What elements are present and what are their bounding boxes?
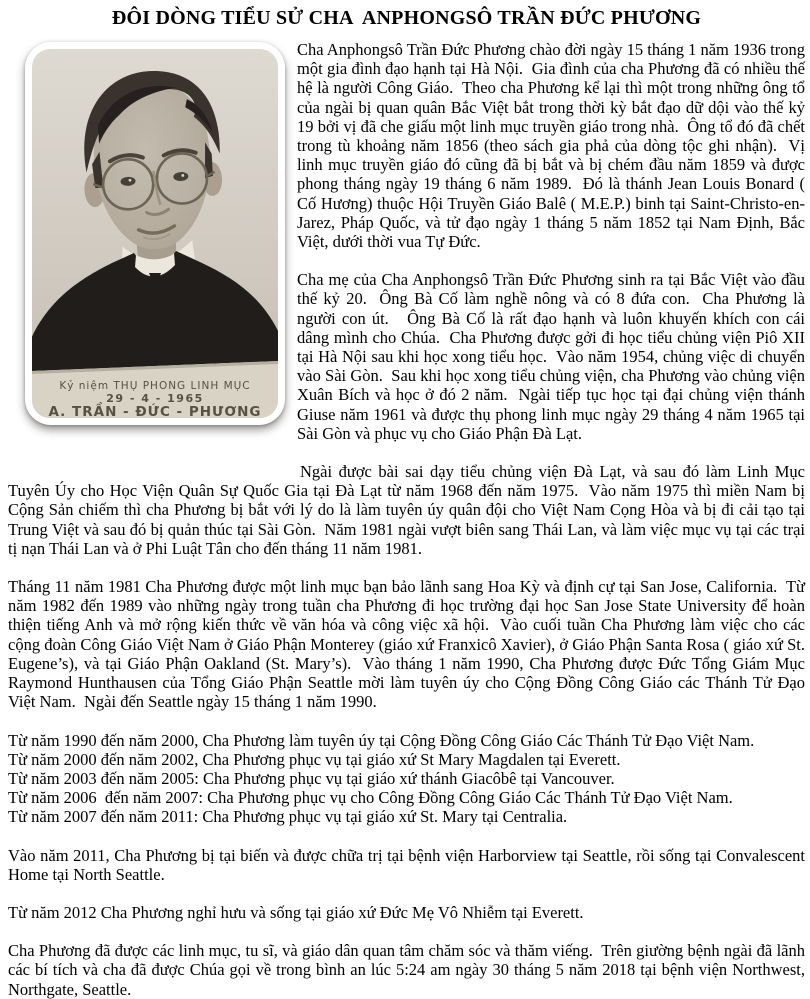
priest-portrait-illustration	[32, 49, 278, 418]
paragraph-retirement-2012: Từ năm 2012 Cha Phương nghỉ hưu và sống tại giáo xứ Đức Mẹ Vô Nhiễm tại Everett.	[8, 902, 584, 922]
photo-caption-line-2: 29 - 4 - 1965	[106, 392, 204, 405]
service-timeline	[8, 731, 805, 827]
photo-caption-line-1: Kỷ niệm THỤ PHONG LINH MỤC	[59, 380, 251, 392]
timeline-entry-2000-2002: Từ năm 2000 đến năm 2002, Cha Phương phục vụ tại giáo xứ St Mary Magdalen tại Everett.	[8, 749, 621, 769]
paragraph-passing-2018: Cha Phương đã được các linh mục, tu sĩ, và giáo dân quan tâm chăm sóc và thăm viếng. Trên giường bệnh ngài đã lãnh các bí tích và cha đã được Chúa gọi về trong bình an lúc 5:24 am ngày 30 tháng 5 năm 2018 tại bệnh viện Northwest, Northgate, Seattle.	[8, 941, 810, 999]
paragraph-family-and-seminary: Cha mẹ của Cha Anphongsô Trần Đức Phương sinh ra tại Bắc Việt vào đầu thế kỷ 20. Ông Bà Cố làm nghề nông và có 8 đứa con. Cha Phương là người con út. Ông Bà Cố là rất đạo hạnh và luôn khuyến khích con cái dâng mình cho Chúa. Cha Phương được gởi đi học tiểu chủng viện Piô XII tại Hà Nội sau khi học xong tiểu học. Vào năm 1954, chủng việc di chuyển vào Sài Gòn. Sau khi học xong tiểu chủng viện, cha Phương vào chủng viện Xuân Bích và học ở đó 2 năm. Ngài tiếp tục học tại đại chủng viện thánh Giuse năm 1961 và được thụ phong linh mục ngày 29 tháng 4 năm 1965 tại Sài Gòn và phục vụ cho Giáo Phận Đà Lạt.	[297, 270, 810, 443]
timeline-entry-2003-2005: Từ năm 2003 đến năm 2005: Cha Phương phục vụ tại giáo xứ thánh Giacôbê tại Vancouver.	[8, 768, 615, 788]
paragraph-usa-resettlement: Tháng 11 năm 1981 Cha Phương được một linh mục bạn bảo lãnh sang Hoa Kỳ và định cự tại San Jose, California. Từ năm 1982 đến 1989 vào những ngày trong tuần cha Phương đi học trường đại học San Jose State University để hoàn thiện tiếng Anh và mở rộng kiến thức về văn hóa và công việc xã hội. Vào cuối tuần Cha Phương làm việc cho các cộng đoàn Công Giáo Việt Nam ở Giáo Phận Monterey (giáo xứ Franxicô Xavier), ở Giáo Phận Santa Rosa ( giáo xứ St. Eugene’s), và tại Giáo Phận Oakland (St. Mary’s). Vào tháng 1 năm 1990, Cha Phương được Đức Tổng Giám Mục Raymond Hunthausen của Tổng Giáo Phận Seattle mời làm tuyên úy cho Cộng Đồng Công Giáo các Thánh Tử Đạo Việt Nam. Ngài đến Seattle ngày 15 tháng 1 năm 1990.	[8, 577, 810, 712]
photo-caption-line-3: A. TRẦN - ĐỨC - PHƯƠNG	[48, 404, 262, 418]
page-title: ĐÔI DÒNG TIỂU SỬ CHA ANPHONGSÔ TRẦN ĐỨC PHƯƠNG	[111, 7, 702, 29]
portrait-photo-inner	[32, 49, 278, 418]
paragraph-birth-and-ancestry: Cha Anphongsô Trần Đức Phương chào đời ngày 15 tháng 1 năm 1936 trong một gia đình đạo hạnh tại Hà Nội. Gia đình của cha Phương đã có nhiều thế hệ là người Công Giáo. Theo cha Phương kể lại thì một trong những ông tổ của ngài bị quan quân Bắc Việt bắt trong thời kỳ bắt đạo dữ dội vào thế kỷ 19 bởi vị đã che giấu một linh mục truyền giáo trong nhà. Ông tổ đó đã chết trong tù khoảng năm 1856 (theo sách gia phả của dòng tộc ghi nhận). Vị linh mục truyền giáo đó cũng đã bị bắt và bị chém đầu năm 1859 và được phong tháng ngày 19 tháng 6 năm 1989. Đó là thánh Jean Louis Bonard ( Cố Hương) thuộc Hội Truyền Giáo Balê ( M.E.P.) binh tại Saint-Christo-en-Jarez, Pháp Quốc, và tử đạo ngày 1 tháng 5 năm 1852 tại Nam Định, Bắc Việt, dưới thời vua Tự Đức.	[297, 40, 810, 252]
paragraph-illness-2011: Vào năm 2011, Cha Phương bị tại biến và được chữa trị tại bệnh viện Harborview tại Seattle, rồi sống tại Convalescent Home tại North Seattle.	[8, 845, 810, 884]
timeline-entry-1990-2000: Từ năm 1990 đến năm 2000, Cha Phương làm tuyên úy tại Cộng Đồng Công Giáo Các Thánh Tử Đạo Việt Nam.	[8, 730, 755, 750]
paragraph-ministry-vietnam: Ngài được bài sai dạy tiểu chủng viện Đà Lạt, và sau đó làm Linh Mục Tuyên Úy cho Học Viện Quân Sự Quốc Gia tại Đà Lạt từ năm 1968 đến năm 1975. Vào năm 1975 thì miền Nam bị Cộng Sản chiếm thì cha Phương bị bắt với lý do là làm tuyên úy quân đội cho Việt Nam Cọng Hòa và bị đi cải tạo tại Trung Việt và sau đó bị quản thúc tại Sài Gòn. Năm 1981 ngài vượt biên sang Thái Lan, và làm việc mục vụ tại các trại tị nạn Thái Lan và ở Phi Luật Tân cho đến tháng 11 năm 1981.	[8, 462, 810, 558]
timeline-entry-2006-2007: Từ năm 2006 đến năm 2007: Cha Phương phục vụ cho Công Đồng Công Giáo Các Thánh Tử Đạo Việt Nam.	[8, 788, 733, 808]
ordination-portrait-photo	[25, 42, 285, 425]
timeline-entry-2007-2011: Từ năm 2007 đến năm 2011: Cha Phương phục vụ tại giáo xứ St. Mary tại Centralia.	[8, 807, 568, 827]
